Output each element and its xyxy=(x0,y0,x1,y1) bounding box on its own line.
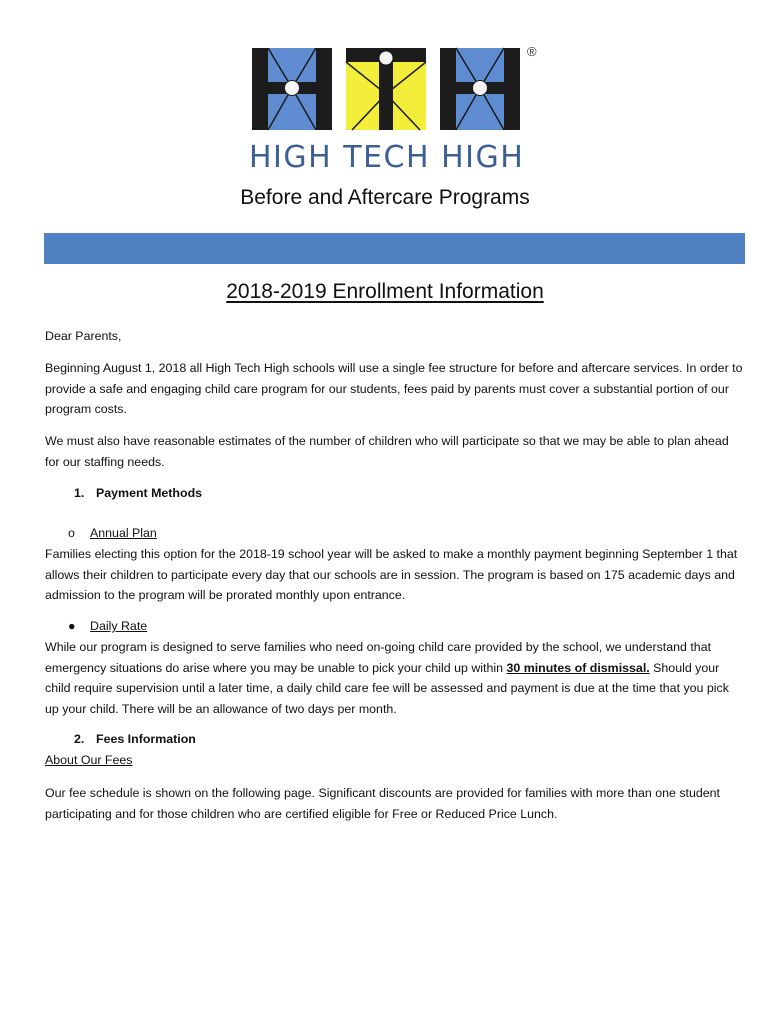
logo-letter-t xyxy=(346,48,426,130)
daily-rate-text xyxy=(45,637,745,719)
payment-methods-heading xyxy=(74,486,202,500)
daily-rate-item xyxy=(68,619,147,633)
fees-information-heading xyxy=(74,732,196,746)
section-title: 2018-2019 Enrollment Information xyxy=(226,280,544,303)
logo-wordmark: HIGH TECH HIGH xyxy=(249,140,525,175)
fees-paragraph-text: Our fee schedule is shown on the following page. Significant discounts are provided for families with more than one student participating and for those children who are certified eligible for Free or Reduced Price Lunch. xyxy=(45,786,720,821)
annual-plan-label: Annual Plan xyxy=(90,526,157,540)
salutation xyxy=(45,326,745,347)
about-our-fees-link[interactable]: About Our Fees xyxy=(45,753,133,767)
list-marker: o xyxy=(68,526,75,540)
logo-letter-h-right xyxy=(440,48,520,130)
header-band xyxy=(44,233,745,264)
staffing-paragraph xyxy=(45,431,745,472)
annual-plan-description xyxy=(45,544,745,606)
heading-number: 1. xyxy=(74,486,85,500)
heading-label: Payment Methods xyxy=(96,486,203,500)
bullet-icon: ● xyxy=(68,619,76,633)
about-fees-link-row xyxy=(45,750,745,771)
heading-number: 2. xyxy=(74,732,85,746)
document-title: Before and Aftercare Programs xyxy=(240,186,530,209)
staffing-paragraph-text: We must also have reasonable estimates of the number of children who will participate so that we may be able to plan ahead for our staffing needs. xyxy=(45,434,729,469)
annual-plan-text: Families electing this option for the 2018-19 school year will be asked to make a monthly payment beginning September 1 that allows their children to participate every day that our schools are in session. The program is based on 175 academic days and admission to the program will be prorated monthly upon entrance. xyxy=(45,547,738,602)
heading-label: Fees Information xyxy=(96,732,196,746)
daily-rate-text-after: Should your child require supervision until a later time, a daily child care fee will be assessed and payment is due at the time that you pick up your child. There will be an allowance of two days per month. xyxy=(45,660,729,716)
daily-rate-text-before: While our program is designed to serve families who need on-going child care provided by the school, we understand that emergency situations do arise where you may be unable to pick your child up within xyxy=(45,640,712,675)
logo-letter-h-left xyxy=(252,48,332,130)
intro-paragraph-text: Beginning August 1, 2018 all High Tech High schools will use a single fee structure for before and aftercare services. In order to provide a safe and engaging child care program for our students, fees paid by parents must cover a substantial portion of our program costs. xyxy=(45,361,743,416)
daily-rate-description xyxy=(45,637,745,719)
annual-plan-item xyxy=(68,526,157,540)
fees-paragraph xyxy=(45,783,745,824)
intro-paragraph xyxy=(45,358,745,420)
registered-mark: ® xyxy=(527,44,537,59)
salutation-text: Dear Parents, xyxy=(45,329,122,343)
dismissal-emphasis: 30 minutes of dismissal. xyxy=(506,660,650,675)
daily-rate-label: Daily Rate xyxy=(90,619,148,633)
